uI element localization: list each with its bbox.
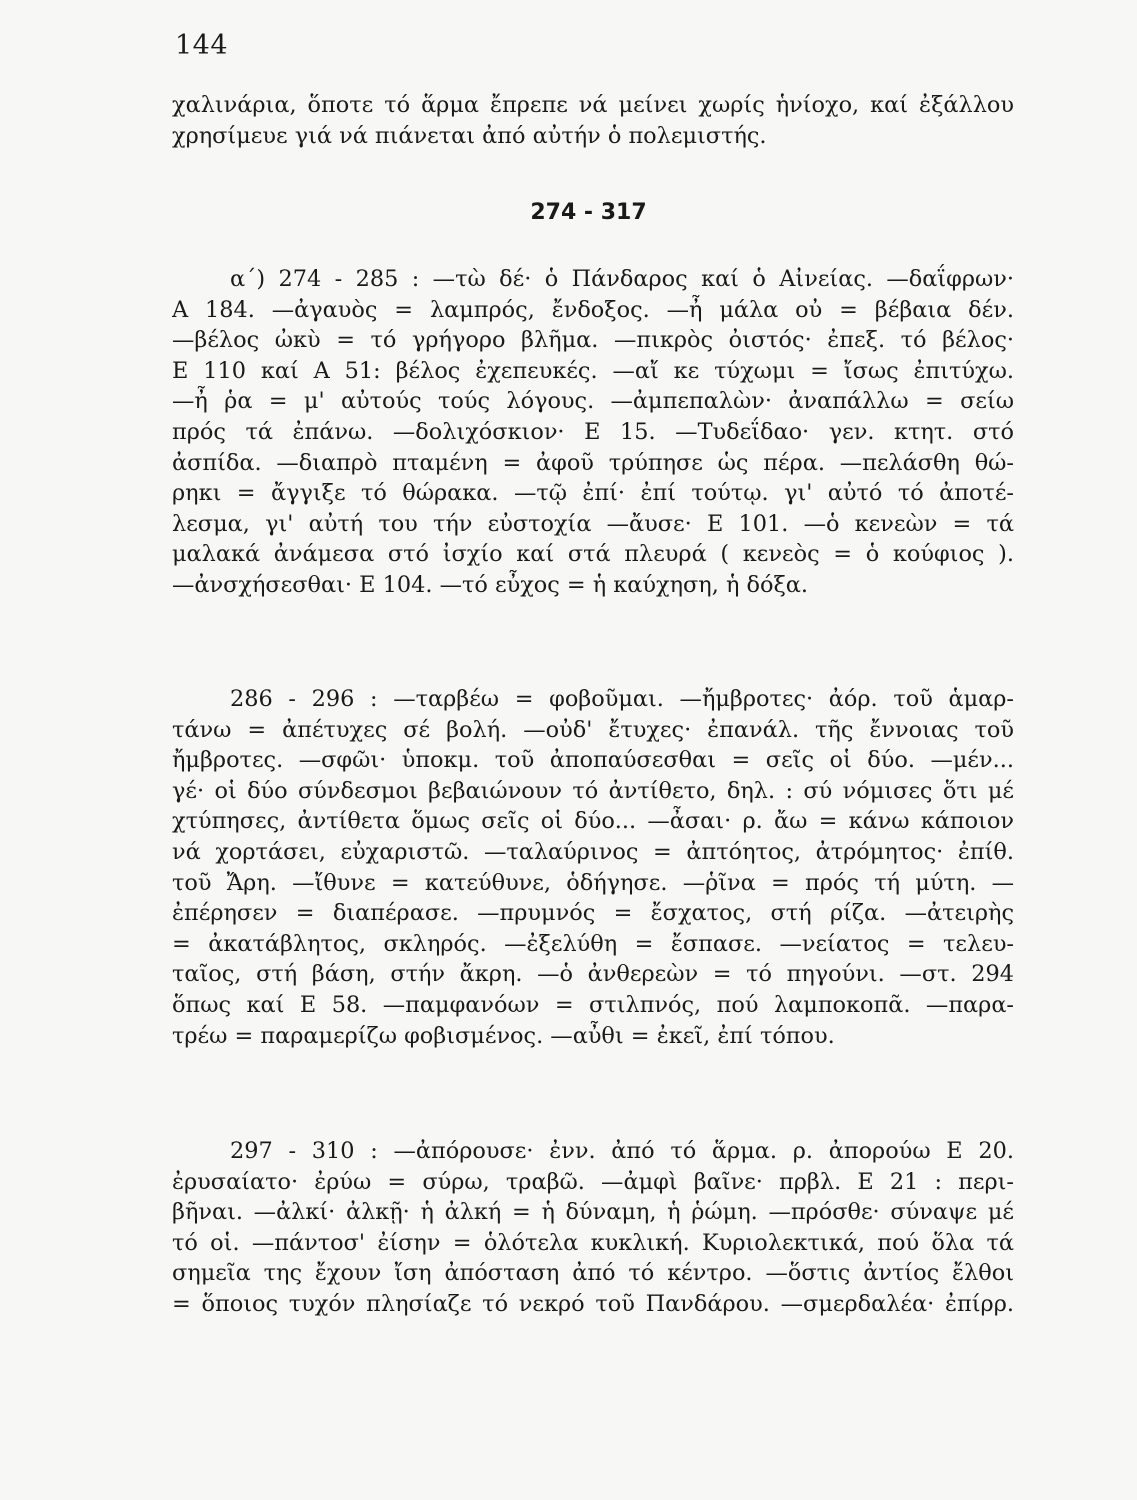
text-line: = ἀκατάβλητος, σκληρός. —ἐξελύθη = ἔσπασε. —νείατος = τελευ- xyxy=(172,930,1014,957)
text-line: —ἀνσχήσεσθαι· Ε 104. —τό εὖχος = ἡ καύχηση, ἡ δόξα. xyxy=(172,571,809,598)
text-line: ρηκι = ἄγγιξε τό θώρακα. —τῷ ἐπί· ἐπί τούτῳ. γι' αὐτό τό ἀποτέ- xyxy=(172,480,1014,507)
page-number: 144 xyxy=(175,30,229,61)
text-line: χαλινάρια, ὅποτε τό ἅρμα ἔπρεπε νά μείνει χωρίς ἡνίοχο, καί ἐξάλλου xyxy=(172,92,1014,118)
text-line: τάνω = ἀπέτυχες σέ βολή. —οὐδ' ἔτυχες· ἐπανάλ. τῆς ἔννοιας τοῦ xyxy=(172,716,1014,743)
commentary-block-a xyxy=(172,264,1014,601)
text-line: 286 - 296 : —ταρβέω = φοβοῦμαι. —ἤμβροτες· ἀόρ. τοῦ ἁμαρ- xyxy=(230,686,1014,712)
text-line: μαλακά ἀνάμεσα στό ἰσχίο καί στά πλευρά ( κενεὸς = ὁ κούφιος ). xyxy=(172,541,1014,568)
text-line: τρέω = παραμερίζω φοβισμένος. —αὖθι = ἐκεῖ, ἐπί τόπου. xyxy=(172,1022,835,1049)
text-line: νά χορτάσει, εὐχαριστῶ. —ταλαύρινος = ἀπτόητος, ἀτρόμητος· ἐπίθ. xyxy=(172,838,1014,865)
text-line: 297 - 310 : —ἀπόρουσε· ἐνν. ἀπό τό ἅρμα. ρ. ἀπορούω Ε 20. xyxy=(230,1138,1014,1164)
text-line: γέ· οἱ δύο σύνδεσμοι βεβαιώνουν τό ἀντίθετο, δηλ. : σύ νόμισες ὅτι μέ xyxy=(172,777,1014,804)
text-line: ὅπως καί Ε 58. —παμφανόων = στιλπνός, πού λαμποκοπᾶ. —παρα- xyxy=(172,991,1014,1018)
text-line: ταῖος, στή βάση, στήν ἄκρη. —ὁ ἀνθερεὼν = τό πηγούνι. —στ. 294 xyxy=(172,961,1014,988)
text-line: ἐπέρησεν = διαπέρασε. —πρυμνός = ἔσχατος, στή ρίζα. —ἀτειρὴς xyxy=(172,900,1014,927)
text-line: α΄) 274 - 285 : —τὼ δέ· ὁ Πάνδαρος καί ὁ Αἰνείας. —δαΐφρων· xyxy=(230,266,1014,292)
text-line: χρησίμευε γιά νά πιάνεται ἀπό αὐτήν ὁ πολεμιστής. xyxy=(172,122,767,149)
commentary-block-c xyxy=(172,1136,1014,1320)
text-line: Α 184. —ἀγαυὸς = λαμπρός, ἔνδοξος. —ἦ μάλα οὐ = βέβαια δέν. xyxy=(172,296,1014,323)
text-line: πρός τά ἐπάνω. —δολιχόσκιον· Ε 15. —Τυδεΐδαο· γεν. κτητ. στό xyxy=(172,418,1014,445)
text-line: χτύπησες, ἀντίθετα ὅμως σεῖς οἱ δύο... —ἆσαι· ρ. ἄω = κάνω κάποιον xyxy=(172,808,1014,835)
text-line: σημεῖα της ἔχουν ἴση ἀπόσταση ἀπό τό κέντρο. —ὅστις ἀντίος ἔλθοι xyxy=(172,1260,1014,1287)
text-line: τό οἱ. —πάντοσ' ἐίσην = ὁλότελα κυκλική. Κυριολεκτικά, πού ὅλα τά xyxy=(172,1229,1014,1256)
intro-paragraph xyxy=(172,90,1014,151)
section-heading: 274 - 317 xyxy=(530,200,647,225)
text-line: —ἦ ῥα = μ' αὐτούς τούς λόγους. —ἀμπεπαλὼν· ἀναπάλλω = σείω xyxy=(172,388,1014,415)
text-line: ἐρυσαίατο· ἐρύω = σύρω, τραβῶ. —ἀμφὶ βαῖνε· πρβλ. Ε 21 : περι- xyxy=(172,1168,1014,1195)
text-line: λεσμα, γι' αὐτή του τήν εὐστοχία —ἄυσε· Ε 101. —ὁ κενεὼν = τά xyxy=(172,510,1014,537)
text-line: Ε 110 καί Α 51: βέλος ἐχεπευκές. —αἴ κε τύχωμι = ἴσως ἐπιτύχω. xyxy=(172,357,1014,384)
text-line: = ὅποιος τυχόν πλησίαζε τό νεκρό τοῦ Πανδάρου. —σμερδαλέα· ἐπίρρ. xyxy=(172,1290,1014,1317)
text-line: —βέλος ὠκὺ = τό γρήγορο βλῆμα. —πικρὸς ὀιστός· ἐπεξ. τό βέλος· xyxy=(172,327,1014,354)
text-line: ἤμβροτες. —σφῶι· ὑποκμ. τοῦ ἀποπαύσεσθαι = σεῖς οἱ δύο. —μέν... xyxy=(172,747,1014,774)
text-line: βῆναι. —ἀλκί· ἀλκῇ· ἡ ἀλκή = ἡ δύναμη, ἡ ῥώμη. —πρόσθε· σύναψε μέ xyxy=(172,1199,1014,1226)
commentary-block-b xyxy=(172,684,1014,1051)
text-line: τοῦ Ἄρη. —ἴθυνε = κατεύθυνε, ὁδήγησε. —ῥῖνα = πρός τή μύτη. — xyxy=(172,869,1014,896)
text-line: ἀσπίδα. —διαπρὸ πταμένη = ἀφοῦ τρύπησε ὡς πέρα. —πελάσθη θώ- xyxy=(172,449,1014,476)
